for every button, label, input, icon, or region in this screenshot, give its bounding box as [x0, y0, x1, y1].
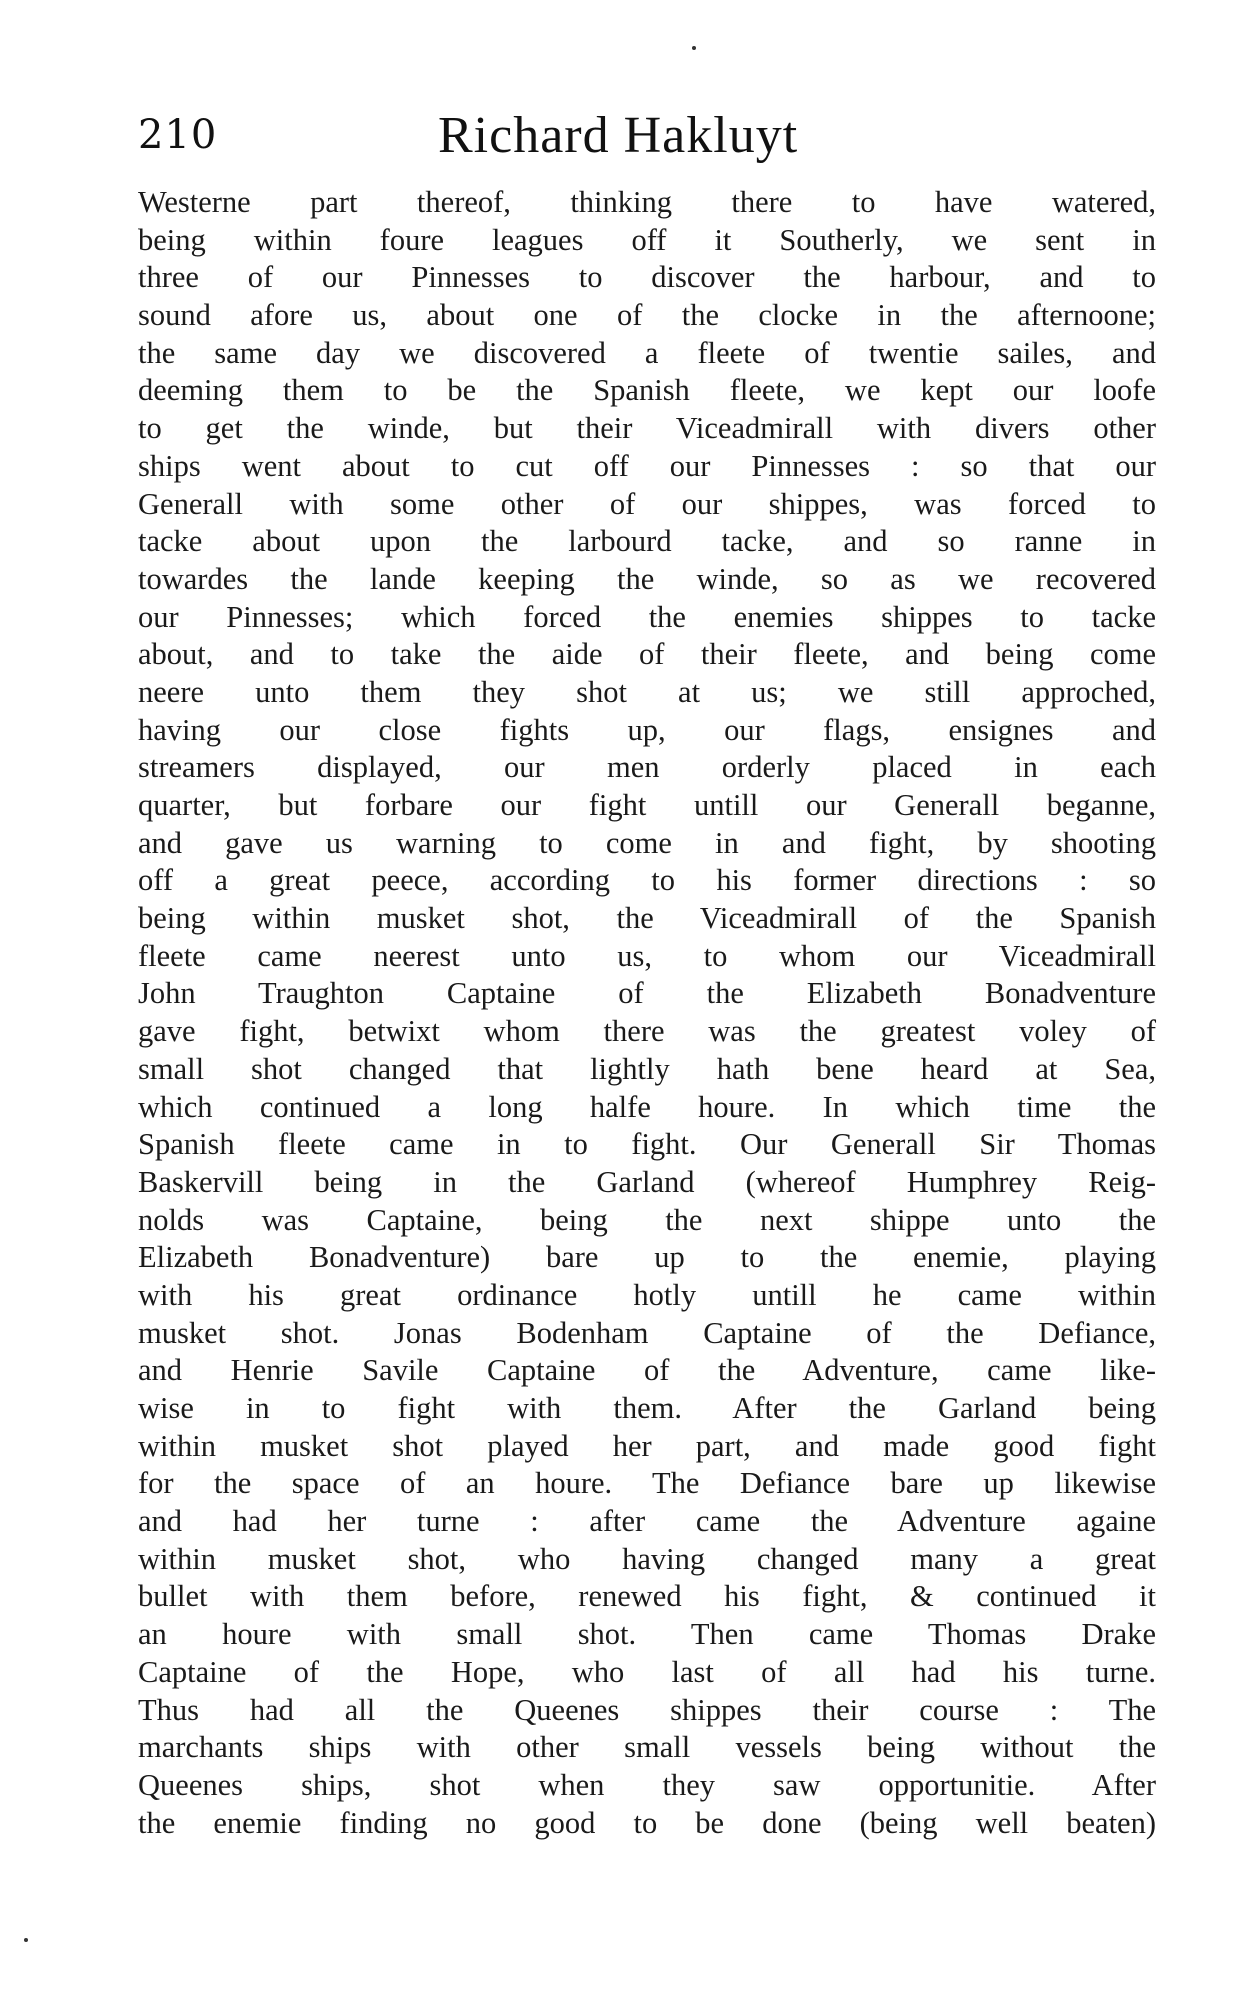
text-line: being within foure leagues off it Southerly, we sent in	[138, 222, 1156, 257]
text-line: Thus had all the Queenes shippes their course : The	[138, 1692, 1156, 1727]
text-line: off a great peece, according to his former directions : so	[138, 863, 1156, 898]
text-line: which continued a long halfe houre. In which time the	[138, 1089, 1156, 1124]
text-line: bullet with them before, renewed his fight, & continued it	[138, 1579, 1156, 1614]
text-line: for the space of an houre. The Defiance bare up likewise	[138, 1466, 1156, 1501]
scan-speck	[692, 46, 696, 50]
text-line: sound afore us, about one of the clocke in the afternoone;	[138, 298, 1156, 333]
text-line: gave fight, betwixt whom there was the greatest voley of	[138, 1014, 1156, 1049]
text-line: Westerne part thereof, thinking there to have watered,	[138, 185, 1156, 219]
text-line: nolds was Captaine, being the next shippe unto the	[138, 1202, 1156, 1237]
text-line: an houre with small shot. Then came Thomas Drake	[138, 1617, 1156, 1652]
text-line: being within musket shot, the Viceadmirall of the Spanish	[138, 901, 1156, 936]
text-line: within musket shot, who having changed many a great	[138, 1541, 1156, 1576]
text-line: about, and to take the aide of their fleete, and being come	[138, 637, 1156, 672]
text-line: the same day we discovered a fleete of twentie sailes, and	[138, 335, 1156, 370]
text-line: John Traughton Captaine of the Elizabeth Bonadventure	[138, 976, 1156, 1011]
text-line: Captaine of the Hope, who last of all had his turne.	[138, 1654, 1156, 1689]
text-line: marchants ships with other small vessels being without the	[138, 1730, 1156, 1765]
text-line: ships went about to cut off our Pinnesses : so that our	[138, 448, 1156, 483]
text-line: musket shot. Jonas Bodenham Captaine of the Defiance,	[138, 1315, 1156, 1350]
scan-speck	[24, 1938, 28, 1942]
text-line: Spanish fleete came in to fight. Our Generall Sir Thomas	[138, 1127, 1156, 1162]
text-line: Elizabeth Bonadventure) bare up to the enemie, playing	[138, 1240, 1156, 1275]
running-title: Richard Hakluyt	[438, 107, 799, 164]
body-text	[138, 184, 1156, 1842]
text-line: neere unto them they shot at us; we still approched,	[138, 674, 1156, 709]
text-line: fleete came neerest unto us, to whom our Viceadmirall	[138, 938, 1156, 973]
text-line: deeming them to be the Spanish fleete, we kept our loofe	[138, 373, 1156, 408]
text-line: and Henrie Savile Captaine of the Adventure, came like-	[138, 1353, 1156, 1388]
text-line: streamers displayed, our men orderly placed in each	[138, 750, 1156, 785]
text-line: wise in to fight with them. After the Garland being	[138, 1391, 1156, 1425]
text-line: Queenes ships, shot when they saw opportunitie. After	[138, 1767, 1156, 1802]
text-line: the enemie finding no good to be done (being well beaten)	[138, 1805, 1156, 1840]
text-line: our Pinnesses; which forced the enemies shippes to tacke	[138, 599, 1156, 634]
text-line: quarter, but forbare our fight untill our Generall beganne,	[138, 788, 1156, 822]
text-line: Generall with some other of our shippes, was forced to	[138, 486, 1156, 521]
page-header	[138, 100, 1156, 180]
text-line: towardes the lande keeping the winde, so as we recovered	[138, 561, 1156, 596]
text-line: having our close fights up, our flags, ensignes and	[138, 712, 1156, 747]
text-line: within musket shot played her part, and made good fight	[138, 1428, 1156, 1463]
text-line: to get the winde, but their Viceadmirall with divers other	[138, 411, 1156, 446]
text-line: three of our Pinnesses to discover the harbour, and to	[138, 260, 1156, 295]
text-line: with his great ordinance hotly untill he came within	[138, 1277, 1156, 1312]
text-line: small shot changed that lightly hath bene heard at Sea,	[138, 1051, 1156, 1086]
text-line: Baskervill being in the Garland (whereof Humphrey Reig-	[138, 1164, 1156, 1199]
text-line: tacke about upon the larbourd tacke, and so ranne in	[138, 524, 1156, 559]
page-number: 210	[138, 112, 218, 158]
text-line: and gave us warning to come in and fight, by shooting	[138, 825, 1156, 860]
text-line: and had her turne : after came the Adventure againe	[138, 1504, 1156, 1539]
